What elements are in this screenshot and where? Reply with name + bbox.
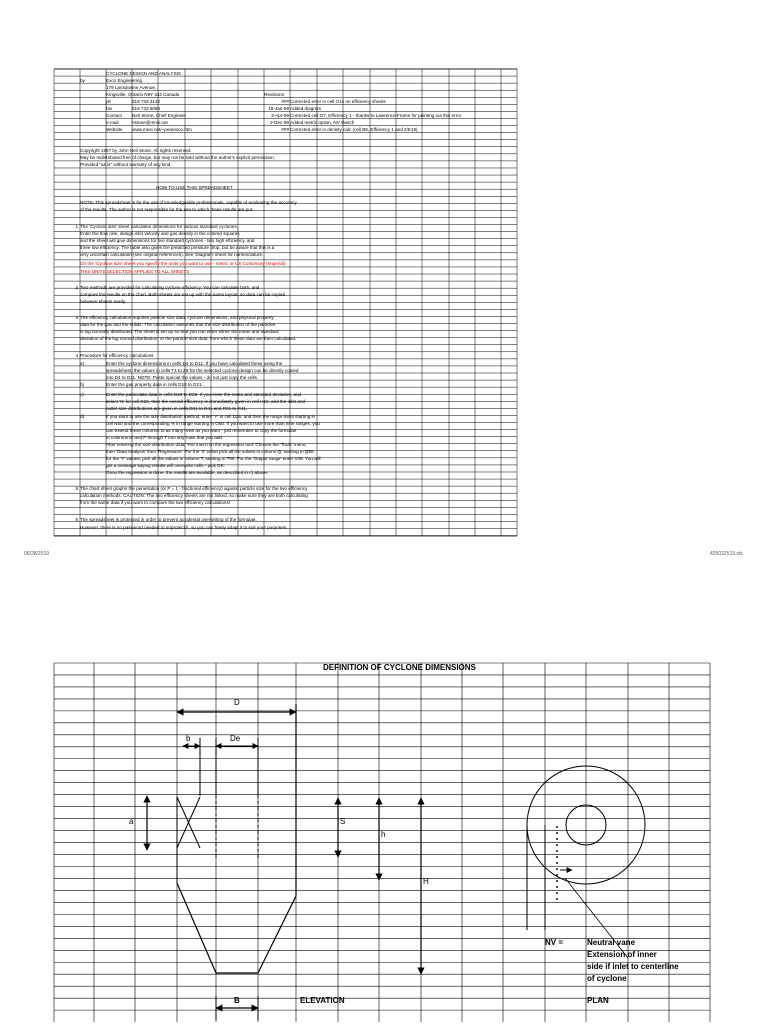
contact-value: Neil Stone, Chief Engineer	[132, 113, 187, 118]
step-c-line: outlet size distributions are given in cells D31 to D41 and R31 to R41.	[106, 406, 248, 411]
item5-line: calculation methods. CAUTION: The two efficiency sheets are not linked, so make sure they are both calculating	[80, 493, 308, 498]
item3-line: is log normally distributed. The sheet is set up so that you can enter either the mean and standard	[80, 329, 279, 334]
copyright-line: May be redistributed free of charge, but may not be sold without the author's explicit permission.	[80, 155, 275, 160]
item1-line: and the sheet will give dimensions for five standard cyclones - two high efficiency, and	[80, 238, 255, 243]
contact-label: e-mail	[106, 120, 119, 125]
item2-line: compare the results on the chart. Both sheets are set up with the same layout, so data can be copied	[80, 292, 286, 297]
revision-text: Added metric option, NV sketch	[290, 120, 355, 125]
step-c-line: Enter the particulate data in cells D28 to D29. If you enter the mean and standard deviation, and	[106, 392, 302, 397]
diagram-title: DEFINITION OF CYCLONE DIMENSIONS	[323, 663, 476, 672]
item-number: 5	[75, 486, 78, 491]
step-d-line: If you want to use the size distribution method, enter 'Y' in cell D26, and then the range limits starting in	[106, 414, 316, 419]
note-line: of the results. The author is not responsible for the use to which these results are put.	[80, 207, 254, 212]
footer-filename: 425032519.xls	[710, 551, 743, 557]
item2-line: between sheets easily.	[80, 299, 127, 304]
nv-label: NV =	[545, 938, 564, 947]
contact-value: 519 733 3122	[132, 99, 161, 104]
step-b-line: Enter the gas property data in cells D18 to D21.	[106, 382, 203, 387]
item5-line: The chart sheet graphs the penetration (or P = 1 - fractional efficiency) against particle size for the two efficiency	[80, 486, 308, 491]
contact-label: Website	[106, 127, 123, 132]
plan-inner-circle	[566, 805, 606, 845]
item3-line: deviation of the log normal distribution, or the particle size data, from which these data are then calculated.	[80, 336, 297, 341]
revision-text: Corrected cell O7, Efficiency 1 - thanks to Lawrence Frame for pointing out this error	[290, 113, 462, 118]
revision-date: ###	[281, 99, 289, 104]
address-line-1: 179 Lansdowne Avenue,	[106, 85, 157, 90]
step-d-line: in columns M and P through T into any rows that you add.	[106, 435, 224, 440]
step-c-line: select 'N' for cell D26, then the overall efficiency is immediately given in cell H15, and the inlet and	[106, 399, 306, 404]
item-number: 1	[75, 224, 78, 229]
sheet-title: CYCLONE DESIGN AND ANALYSIS	[106, 71, 181, 76]
item1-line: Enter the flow rate, design inlet velocity and gas density in the colored squares	[80, 231, 240, 236]
revision-date: 3-Apr-99	[271, 113, 289, 118]
nv-description: Extension of inner	[587, 950, 657, 959]
cone-right	[258, 896, 296, 973]
label-s: S	[340, 817, 346, 826]
contact-value: 519 733 6094	[132, 106, 161, 111]
step-label: b)	[80, 382, 85, 387]
nv-description: side if inlet to centerline	[587, 962, 679, 971]
label-elevation: ELEVATION	[300, 996, 345, 1005]
contact-label: fax	[106, 106, 113, 111]
footer-date: 06/28/2019	[24, 551, 50, 557]
cone-left	[177, 883, 216, 973]
item3-line: The efficiency calculation requires particle size data, cyclone dimensions, and physical property	[80, 315, 274, 320]
label-d: D	[234, 698, 240, 707]
step-a-line: into D4 to D11. NOTE: Paste special the values - do not just copy the cells.	[106, 375, 259, 380]
step-d-line: cell N50 and the corresponding % in range starting in O50. If you want to use more than nine ranges, you	[106, 421, 320, 426]
label-b: b	[186, 734, 191, 743]
howto-title: HOW TO USE THIS SPREADSHEET	[156, 185, 233, 190]
address-line-2: Kingsville, Ontario N9Y 3J2 Canada	[106, 92, 180, 97]
step-d-line: Once the regression is done, the results are available, as described in c) above.	[106, 470, 269, 475]
step-label: d)	[80, 414, 85, 419]
item-number: 6	[75, 517, 78, 522]
item-number: 2	[75, 285, 78, 290]
revision-text: Corrected error in density calc (cell B9, Efficiency 1 and 2/E19)	[290, 127, 418, 132]
sheet-cyclone-dimensions-diagram	[0, 560, 768, 1024]
nv-description: of cyclone	[587, 974, 627, 983]
item6-line: However, there is no password needed to unprotect it, so you can freely adapt it to suit your purposes.	[80, 525, 288, 530]
step-d-line: for the 'Y' values, pick all the values in column T, starting in T50. For the 'Output range' enter V48. You will	[106, 456, 321, 461]
contact-label: Contact	[106, 113, 122, 118]
revision-date: ###	[281, 127, 289, 132]
step-label: a)	[80, 361, 85, 366]
revision-text: Corrected error in cell O14 on efficiency sheets	[290, 99, 386, 104]
step-a-line: spreadsheet, the values in cells T4 to Z9 for the selected cyclone design can be directly copied	[106, 368, 299, 373]
label-h: h	[381, 830, 386, 839]
item-number: 3	[75, 315, 78, 320]
contact-value: nstone@mnsi.net	[132, 120, 168, 125]
copyright-line: Copyright 1997 by John Neil Stone. All rights reserved.	[80, 148, 192, 153]
step-d-line: then 'Data Analysis' then 'Regression'. For the 'X' value pick all the values in column Q, starting in Q50.	[106, 449, 315, 454]
nv-description: Neutral vane	[587, 938, 636, 947]
copyright-line: Provided "as is" without warranty of any kind.	[80, 162, 172, 167]
label-plan: PLAN	[587, 996, 609, 1005]
step-d-line: get a message saying results will overwrite cells - pick OK.	[106, 463, 225, 468]
label-de: De	[230, 734, 241, 743]
item5-line: from the same data if you want to compare the two efficiency calculations!	[80, 500, 231, 505]
item3-line: data for the gas and the solids. The calculation assumes that the size distribution of the particles	[80, 322, 276, 327]
revision-date: 18-Jan-99	[268, 106, 289, 111]
item4-title: Procedure for efficiency calculations	[80, 353, 154, 358]
step-a-line: Enter the cyclone dimensions in cells D4 to D11. If you have calculated these using the	[106, 361, 283, 366]
label-a: a	[129, 817, 134, 826]
contact-label: ph	[106, 99, 112, 104]
item6-line: The spreadsheet is protected in order to prevent accidental overwriting of the formulae.	[80, 517, 257, 522]
note-line: NOTE: This spreadsheet is for the use of knowledgeable professionals, capable of evaluating the accuracy	[80, 200, 297, 205]
contact-value: www.mnsi.net/~pea/exco.htm	[132, 127, 192, 132]
revision-date: 2-Dec-99	[270, 120, 289, 125]
step-d-line: After entering the size distribution data, You must run the regression tool. Choose the 'Tools' menu,	[106, 442, 307, 447]
item2-line: Two methods are provided for calculating cyclone efficiency. You can calculate both, and	[80, 285, 260, 290]
label-h-total: H	[423, 877, 429, 886]
by-label: by	[80, 78, 85, 83]
revision-text: Added diagram	[290, 106, 322, 111]
item-number: 4	[75, 353, 78, 358]
revisions-label: Revisions	[264, 92, 284, 97]
company-name: Exco Engineering	[106, 78, 143, 83]
label-b-outlet: B	[234, 996, 240, 1005]
units-note-red: THIS UNITS SELECTION APPLIES TO ALL SHEETS	[80, 269, 190, 274]
units-note-red: On the 'Cyclone size' sheet you specify the units you want to use - metric or US Customary (Imperial)	[80, 261, 286, 266]
item1-line: The 'Cyclone size' sheet calculates dimensions for various standard cyclones.	[80, 224, 239, 229]
step-d-line: can extend these columns to as many rows as you want - just remember to copy the formulae	[106, 428, 297, 433]
item1-line: three low efficiency. The table also gives the predicted pressure drop, but be aware that this is a	[80, 245, 275, 250]
step-label: c)	[80, 392, 84, 397]
item1-line: very uncertain calculation (see original references). See 'Diagram' sheet for nomenclature.	[80, 252, 264, 257]
